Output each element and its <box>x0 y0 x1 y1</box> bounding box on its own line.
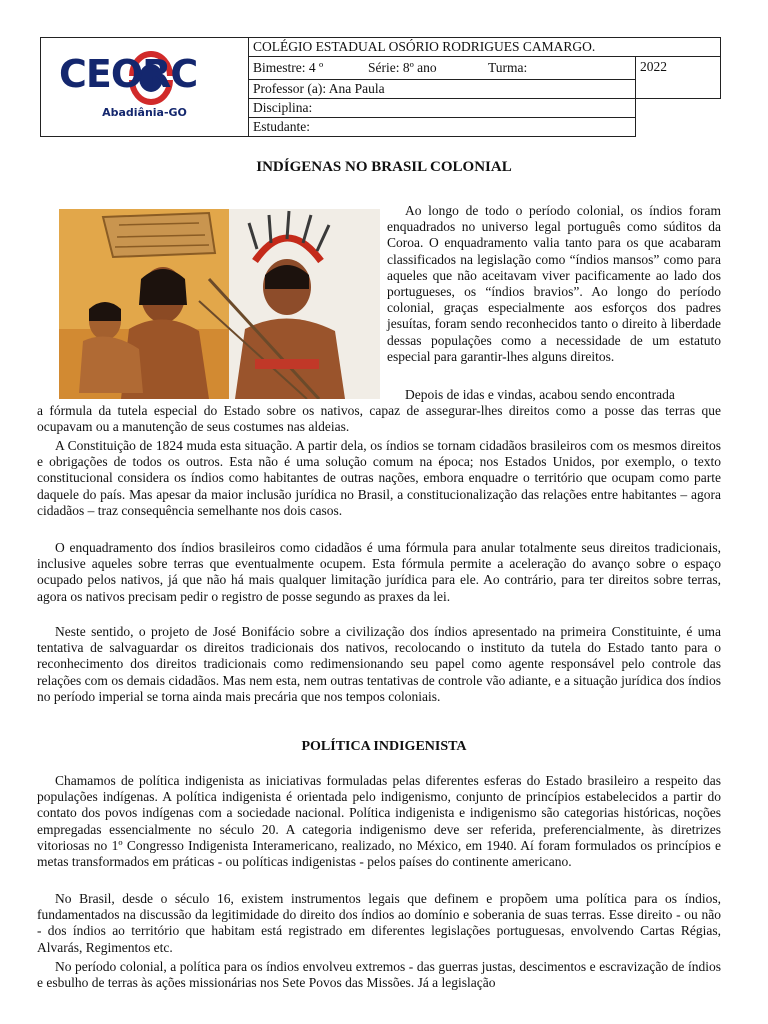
school-logo <box>41 38 249 137</box>
bimestre-field: Bimestre: 4 º <box>253 60 324 75</box>
section-title-politica: POLÍTICA INDIGENISTA <box>301 739 467 754</box>
indigenous-paintings-image <box>59 209 380 399</box>
neste-sentido-paragraph: Neste sentido, o projeto de José Bonifácio sobre a civilização dos índios apresentado na primeira Constituinte, é uma tentativa de salvaguardar os direitos tradicionais dos nativos, recolocando o instituto da tutela do Estado tanto para o reconhecimento dos direitos tradicionais como redimensionando seu papel como agente responsável pelo controle das relações com os demais cidadãos. Mas nem esta, nem outras tentativas de controle vão adiante, e a situação jurídica dos índios no período imperial se torna ainda mais precária que nos tempos coloniais. <box>37 624 721 704</box>
professor-field: Professor (a): Ana Paula <box>249 80 636 99</box>
no-brasil-paragraph: No Brasil, desde o século 16, existem instrumentos legais que definem e propõem uma política para os índios, fundamentados na discussão da legitimidade do direito dos índios ao domínio e soberania de suas terras. Esse direito - ou não - dos índios ao território que habitam está registrado em diferentes legislações portuguesas, envolvendo Cartas Régias, Alvarás, Regimentos etc. <box>37 891 721 955</box>
logo-subtitle: Abadiânia-GO <box>102 106 187 119</box>
disciplina-field: Disciplina: <box>249 99 636 118</box>
bimestre-serie-turma-row <box>249 57 636 80</box>
turma-field: Turma: <box>488 60 528 75</box>
enquadramento-paragraph: O enquadramento dos índios brasileiros como cidadãos é uma fórmula para anular totalmente seus direitos tradicionais, inclusive aqueles sobre terras que eventualmente ocupem. Esta fórmula permite a aceleração do avanço sobre o espaço ocupado pelos nativos, já que não há mais qualquer limitação jurídica para ele. Ao contrário, para ter direitos sobre terras, agora os nativos precisam pedir o registro de posse segundo as praxes da lei. <box>37 540 721 604</box>
logo-text: CEORC <box>59 52 198 96</box>
chamamos-paragraph: Chamamos de política indigenista as iniciativas formuladas pelas diferentes esferas do Estado brasileiro a respeito das populações indígenas. A política indigenista é orientada pelo indigenismo, conjunto de princípios estabelecidos a partir do contato dos povos indígenas com a sociedade nacional. Política indigenista e indigenismo são categorias históricas, noções empregadas essencialmente no século 20. A categoria indigenismo deve ser referida, preferencialmente, às diretrizes vitoriosas no 1º Congresso Indigenista Interamericano, realizado, no México, em 1940. Aí foram formulados os princípios e metas transformados em práticas - ou políticas indigenistas - pelos países do continente americano. <box>37 773 721 870</box>
school-name: COLÉGIO ESTADUAL OSÓRIO RODRIGUES CAMARGO. <box>249 38 721 57</box>
header-table <box>40 37 721 137</box>
depois-paragraph-rest: a fórmula da tutela especial do Estado sobre os nativos, capaz de assegurar-lhes direitos como a posse das terras que ocupavam ou a manutenção de seus costumes nas aldeias. <box>37 403 721 435</box>
depois-paragraph-start: Depois de idas e vindas, acabou sendo encontrada <box>405 387 675 402</box>
article-title: INDÍGENAS NO BRASIL COLONIAL <box>256 159 512 175</box>
constituicao-paragraph: A Constituição de 1824 muda esta situação. A partir dela, os índios se tornam cidadãos brasileiros com os mesmos direitos e obrigações de todos os outros. Esta não é uma solução comum na época; nos Estados Unidos, por exemplo, o texto constitucional considera os índios como habitantes de outras nações, embora enquadre o território que ocupam como parte daquele do país. Mas apesar da maior inclusão jurídica no Brasil, a constitucionalização das relações entre habitantes – agora cidadãos – traz consequência semelhante nos dois casos. <box>37 438 721 518</box>
intro-paragraph: Ao longo de todo o período colonial, os índios foram enquadrados no universo legal português como súditos da Coroa. O enquadramento valia tanto para os que acabaram classificados na legislação como “índios mansos” como para aqueles que não aceitavam viver pacificamente ao lado dos portugueses, os “índios bravios”. Ao longo do período colonial, graças especialmente aos esforços dos padres jesuítas, foram sendo reconhecidos tanto o direito à liberdade dessas populações como a necessidade de um estatuto especial para garantir-lhes alguns direitos. <box>387 203 721 364</box>
estudante-field: Estudante: <box>249 118 636 137</box>
year-field: 2022 <box>636 57 721 99</box>
serie-field: Série: 8º ano <box>368 60 437 75</box>
periodo-colonial-paragraph: No período colonial, a política para os índios envolveu extremos - das guerras justas, descimentos e escravização de índios e esbulho de terras às ações missionárias nos Sete Povos das Missões. Já a legislação <box>37 959 721 991</box>
